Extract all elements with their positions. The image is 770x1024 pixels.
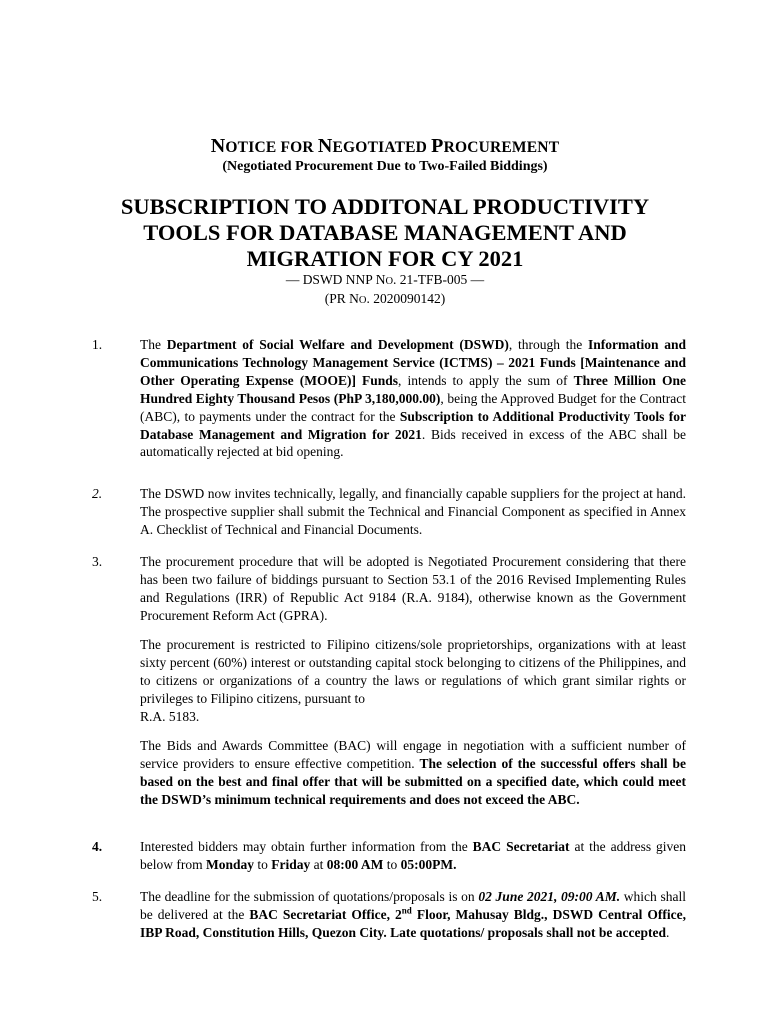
item-number: 1. — [92, 337, 103, 352]
bold-run: Three Million One Hundred Eighty Thousand Pesos (PhP 3,180,000.00) — [140, 372, 687, 406]
project-title-line: SUBSCRIPTION TO ADDITONAL PRODUCTIVITY — [120, 194, 650, 219]
project-title — [0, 194, 770, 272]
project-title-line: TOOLS FOR DATABASE MANAGEMENT AND — [143, 220, 627, 245]
bold-run: Monday — [205, 856, 254, 872]
bold-run: The selection of the successful offers shall be based on the best and final offer that will be submitted on a specified date, which could meet the DSWD’s minimum technical requirements and does not exceed the ABC. — [140, 755, 686, 807]
text-run: The Bids and Awards Committee (BAC) will engage in negotiation with a sufficient number of service providers to ensure effective competition. — [140, 738, 686, 771]
text-run: at — [310, 856, 327, 872]
paragraph-3b — [140, 636, 686, 726]
text-run: The deadline for the submission of quotations/proposals is on — [140, 889, 479, 904]
text-run: to — [254, 856, 272, 872]
pr-number — [0, 290, 770, 309]
project-title-line: MIGRATION FOR CY 2021 — [246, 246, 524, 271]
bold-run: Department of Social Welfare and Development (DSWD) — [166, 337, 509, 352]
item-number: 5. — [92, 889, 103, 904]
nnp-value: . 21-TFB-005 — — [393, 272, 485, 287]
paragraph-2: The DSWD now invites technically, legally, and financially capable suppliers for the project at hand. The prospective supplier shall submit the Technical and Financial Component as specified in Annex A. Checklist of Technical and Financial Documents. — [140, 486, 686, 537]
item-number: 3. — [92, 554, 103, 569]
text-run: Interested bidders may obtain further information from the — [140, 839, 473, 854]
notice-title-part: EGOTIATED — [332, 139, 432, 156]
notice-title-part: OTICE FOR — [225, 139, 318, 156]
pr-label-sc: O — [358, 295, 367, 306]
bold-run: BAC Secretariat — [472, 839, 570, 854]
bold-run: Information and Communications Technology Management Service (ICTMS) – 2021 Funds [Maintenance and Other Operating Expense (MOOE)] Funds — [140, 337, 686, 388]
text-run: which shall be delivered at the — [140, 889, 686, 922]
nnp-label-sc: O — [385, 276, 394, 287]
nnp-number — [0, 271, 770, 290]
notice-title-part: ROCUREMENT — [443, 139, 560, 156]
text-run: to — [383, 856, 401, 872]
paragraph-1 — [140, 336, 686, 461]
notice-title-part: N — [210, 135, 226, 157]
notice-subtitle: (Negotiated Procurement Due to Two-Failed Biddings) — [222, 159, 548, 174]
reference-numbers — [0, 271, 770, 309]
bold-run: BAC Secretariat Office, 2 — [249, 906, 402, 922]
bold-run: Subscription to Additional Productivity Tools for Database Management and Migration for 2021 — [140, 408, 686, 442]
paragraph-3c — [140, 737, 686, 809]
superscript: nd — [401, 905, 412, 916]
notice-title — [0, 135, 770, 158]
text-run: The procurement is restricted to Filipino citizens/sole proprietorships, organizations with at least sixty percent (60%) interest or outstanding capital stock belonging to citizens of the Philippines, and to citizens or organizations of a country the laws or regulations of which grant similar rights or privileges to Filipino citizens, pursuant to — [140, 637, 686, 706]
text-run: The — [140, 337, 167, 352]
text-run: . Bids received in excess of the ABC shall be automatically rejected at bid opening. — [140, 426, 686, 460]
bold-run: 08:00 AM — [326, 856, 384, 872]
pr-label: (PR N — [324, 291, 359, 306]
text-run: , intends to apply the sum of — [398, 372, 574, 388]
nnp-label: — DSWD NNP N — [285, 272, 386, 287]
text-run: . — [665, 924, 670, 940]
bold-run: 05:00PM. — [400, 856, 457, 872]
paragraph-3a: The procurement procedure that will be adopted is Negotiated Procurement considering that there has been two failure of biddings pursuant to Section 53.1 of the 2016 Revised Implementing Rules and Regulations (IRR) of Republic Act 9184 (R.A. 9184), otherwise known as the Government Procurement Reform Act (GPRA). — [140, 554, 686, 623]
bold-run: Floor, Mahusay Bldg., DSWD Central Office, IBP Road, Constitution Hills, Quezon City. Late quotations/ proposals shall not be accepted — [140, 906, 687, 940]
text-run: at the address given below from — [140, 839, 687, 872]
notice-title-part: P — [431, 135, 444, 157]
text-run: , through the — [508, 337, 588, 352]
bold-italic-run: 02 June 2021, 09:00 AM. — [478, 889, 621, 904]
item-number: 4. — [92, 839, 103, 854]
notice-title-part: N — [317, 135, 333, 157]
pr-value: . 2020090142) — [366, 291, 446, 306]
paragraph-5 — [140, 888, 686, 942]
item-number: 2. — [92, 486, 103, 501]
text-run: , being the Approved Budget for the Contract (ABC), to payments under the contract for the — [140, 390, 686, 424]
bold-run: Friday — [271, 856, 311, 872]
text-run: R.A. 5183. — [140, 708, 200, 724]
paragraph-4 — [140, 838, 686, 874]
